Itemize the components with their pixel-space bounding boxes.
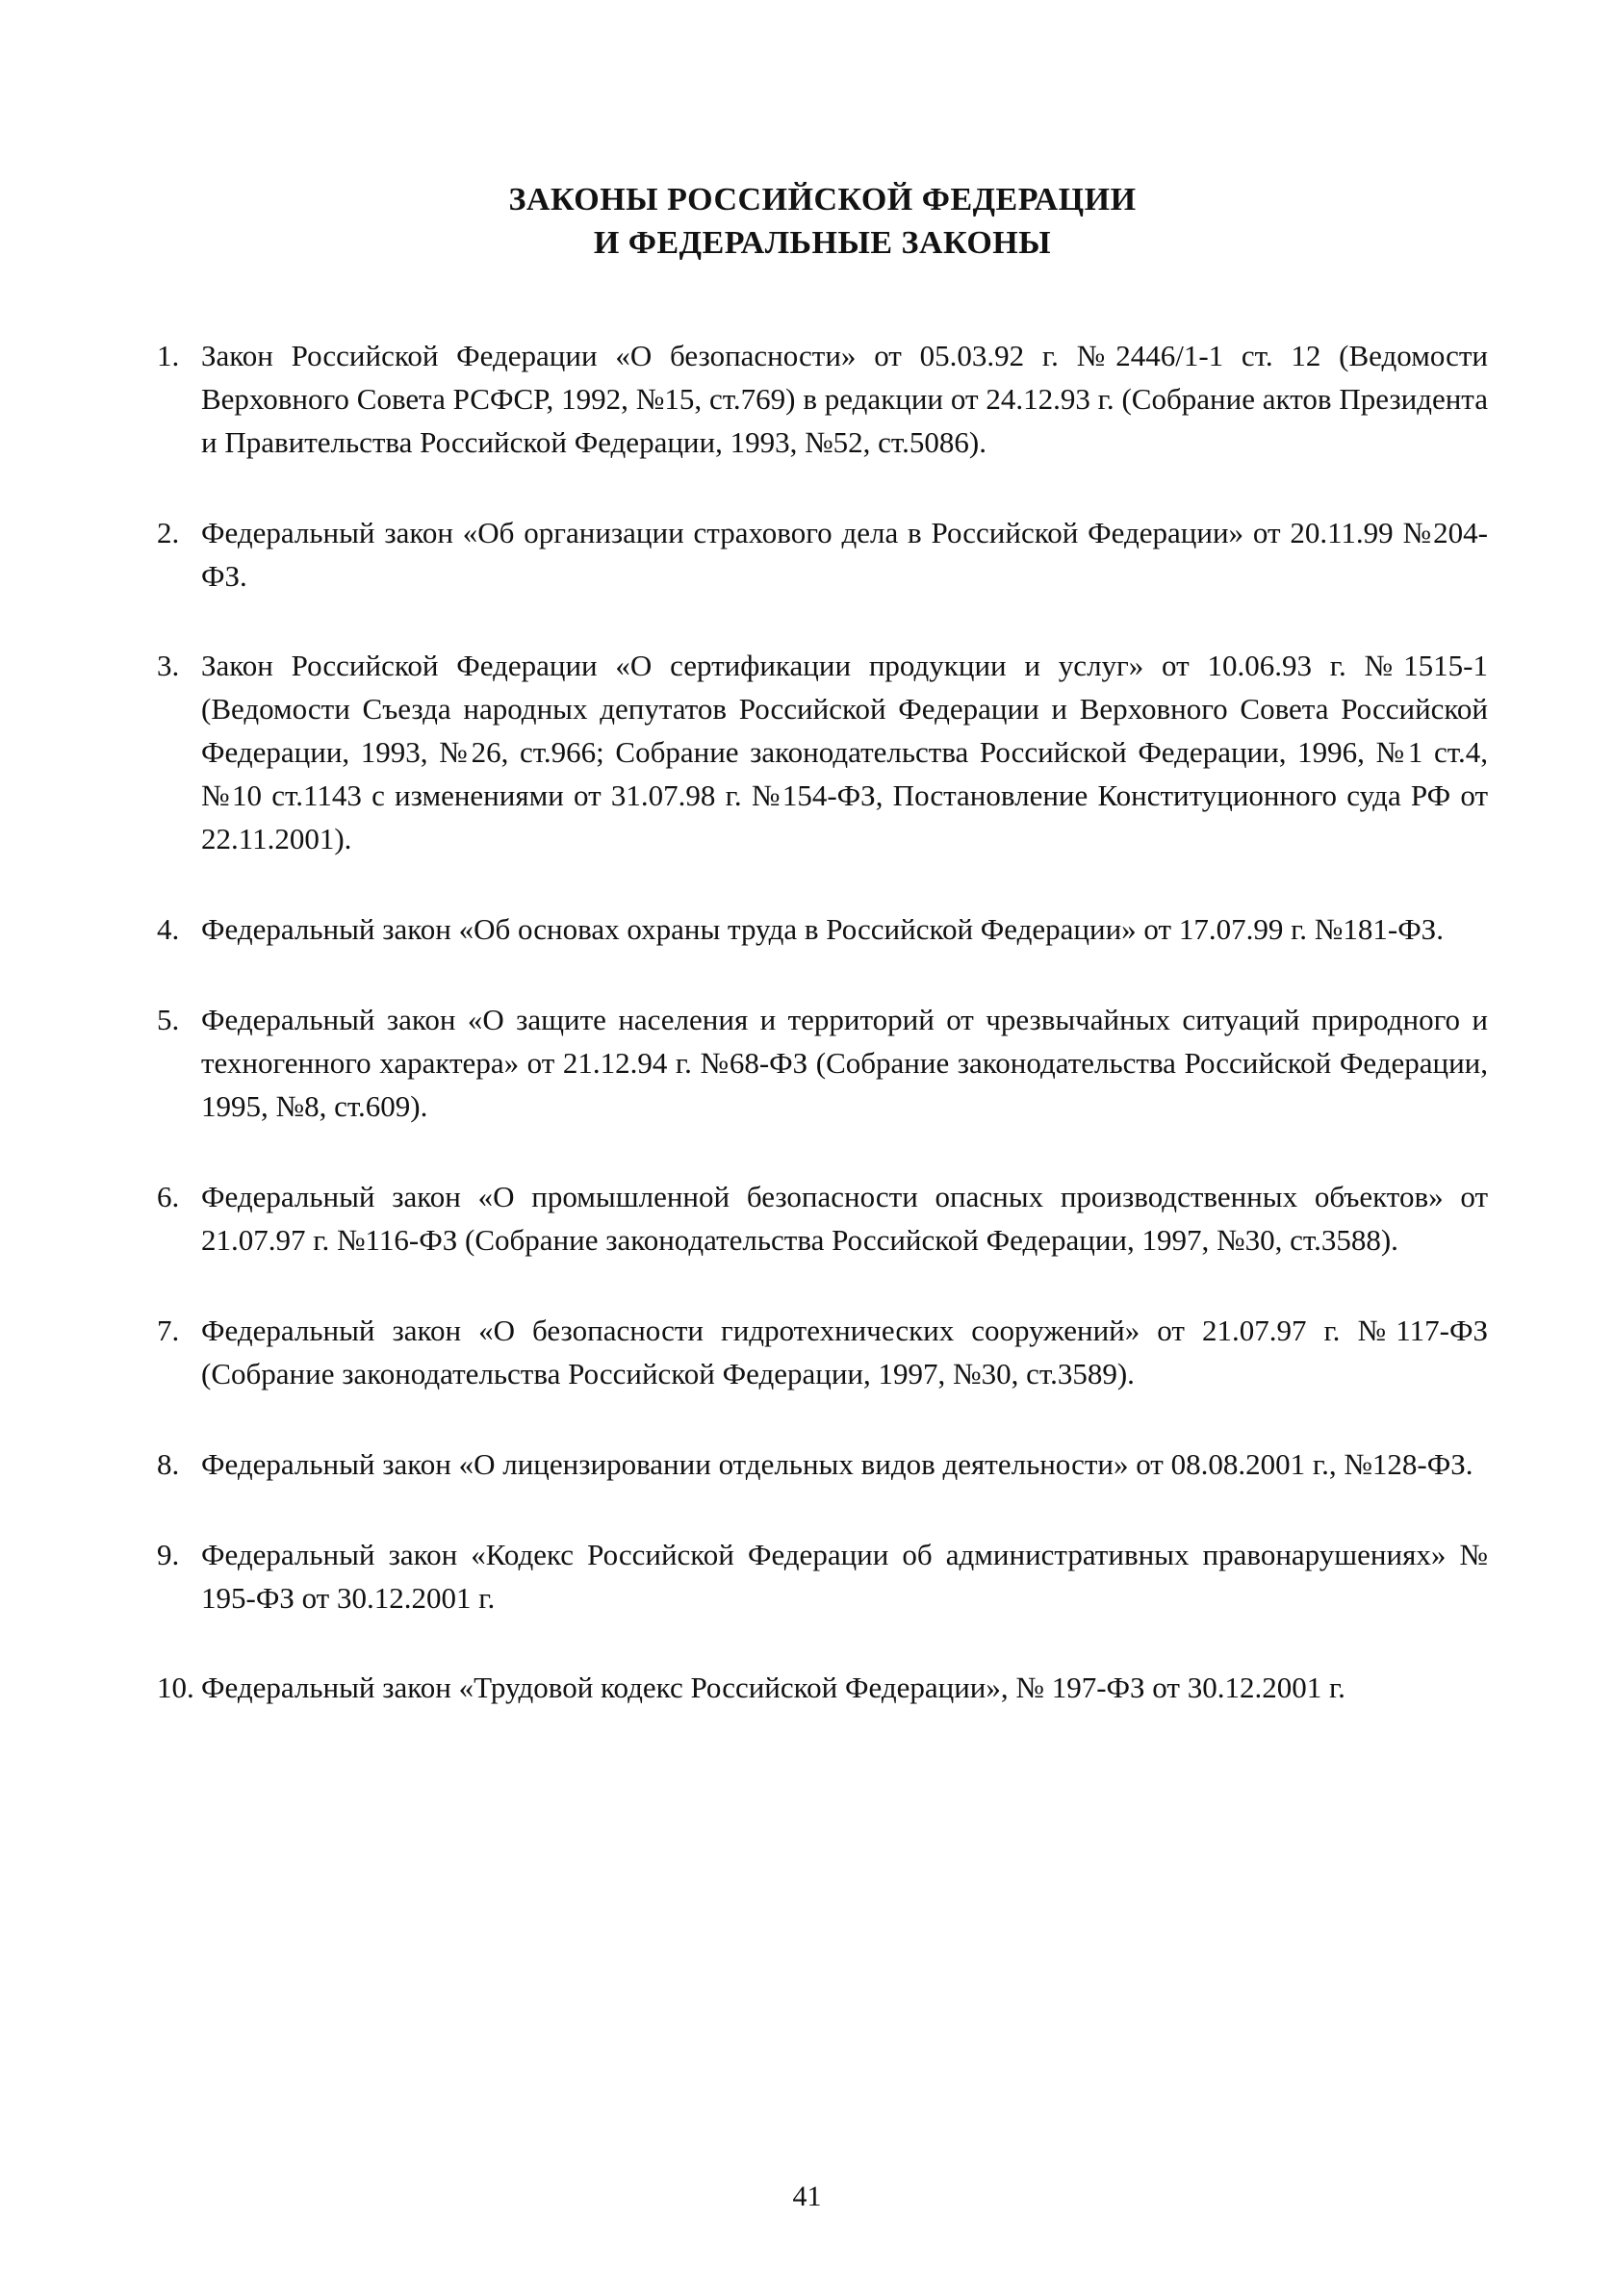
- page-title: [157, 179, 1488, 266]
- list-item: [157, 1443, 1488, 1487]
- list-item-text: Федеральный закон «О безопасности гидротехнических сооружений» от 21.07.97 г. №117-ФЗ (Собрание законодательства Российской Федерации, 1997, №30, ст.3589).: [201, 1313, 1488, 1390]
- list-item-text: Федеральный закон «О промышленной безопасности опасных производственных объектов» от 21.07.97 г. №116-ФЗ (Собрание законодательства Российской Федерации, 1997, №30, ст.3588).: [201, 1179, 1488, 1257]
- list-item-number: 8.: [157, 1446, 180, 1481]
- list-item-text: Закон Российской Федерации «О сертификации продукции и услуг» от 10.06.93 г. №1515-1 (Ведомости Съезда народных депутатов Российской Федерации и Верховного Совета Российской Федерации, 1993, №26, ст.966; Собрание законодательства Российской Федерации, 1996, №1 ст.4, №10 ст.1143 с изменениями от 31.07.98 г. №154-ФЗ, Постановление Конституционного суда РФ от 22.11.2001).: [201, 649, 1488, 856]
- list-item-number: 7.: [157, 1313, 180, 1347]
- list-item: [157, 1534, 1488, 1620]
- list-item: [157, 335, 1488, 465]
- law-list: [157, 335, 1488, 1711]
- page-title-line-2: И ФЕДЕРАЛЬНЫЕ ЗАКОНЫ: [593, 224, 1052, 261]
- list-item: [157, 1667, 1488, 1710]
- list-item: [157, 1310, 1488, 1396]
- list-item-number: 6.: [157, 1179, 180, 1213]
- list-item-text: Федеральный закон «Трудовой кодекс Российской Федерации», № 197-ФЗ от 30.12.2001 г.: [201, 1671, 1345, 1705]
- list-item-text: Федеральный закон «О защите населения и территорий от чрезвычайных ситуаций природного и техногенного характера» от 21.12.94 г. №68-ФЗ (Собрание законодательства Российской Федерации, 1995, №8, ст.609).: [201, 1003, 1488, 1123]
- list-item-number: 3.: [157, 649, 180, 683]
- list-item-number: 9.: [157, 1537, 180, 1571]
- list-item: [157, 1176, 1488, 1263]
- list-item: [157, 645, 1488, 861]
- list-item-number: 10.: [157, 1671, 194, 1705]
- list-item-text: Федеральный закон «Об основах охраны труда в Российской Федерации» от 17.07.99 г. №181-ФЗ.: [201, 912, 1444, 947]
- list-item-text: Федеральный закон «Об организации страхового дела в Российской Федерации» от 20.11.99 №204-ФЗ.: [201, 515, 1488, 593]
- page-number: 41: [792, 2181, 822, 2212]
- list-item: [157, 908, 1488, 952]
- page-title-line-1: ЗАКОНЫ РОССИЙСКОЙ ФЕДЕРАЦИИ: [508, 182, 1137, 217]
- list-item-text: Закон Российской Федерации «О безопасности» от 05.03.92 г. №2446/1-1 ст. 12 (Ведомости Верховного Совета РСФСР, 1992, №15, ст.769) в редакции от 24.12.93 г. (Собрание актов Президента и Правительства Российской Федерации, 1993, №52, ст.5086).: [201, 338, 1488, 459]
- list-item-text: Федеральный закон «О лицензировании отдельных видов деятельности» от 08.08.2001 г., №128-ФЗ.: [201, 1446, 1473, 1481]
- list-item-number: 5.: [157, 1003, 180, 1037]
- list-item-number: 2.: [157, 515, 180, 549]
- list-item: [157, 512, 1488, 599]
- list-item: [157, 999, 1488, 1129]
- list-item-number: 1.: [157, 338, 180, 372]
- list-item-number: 4.: [157, 912, 180, 947]
- list-item-text: Федеральный закон «Кодекс Российской Федерации об административных правонарушениях» № 195-ФЗ от 30.12.2001 г.: [201, 1537, 1488, 1615]
